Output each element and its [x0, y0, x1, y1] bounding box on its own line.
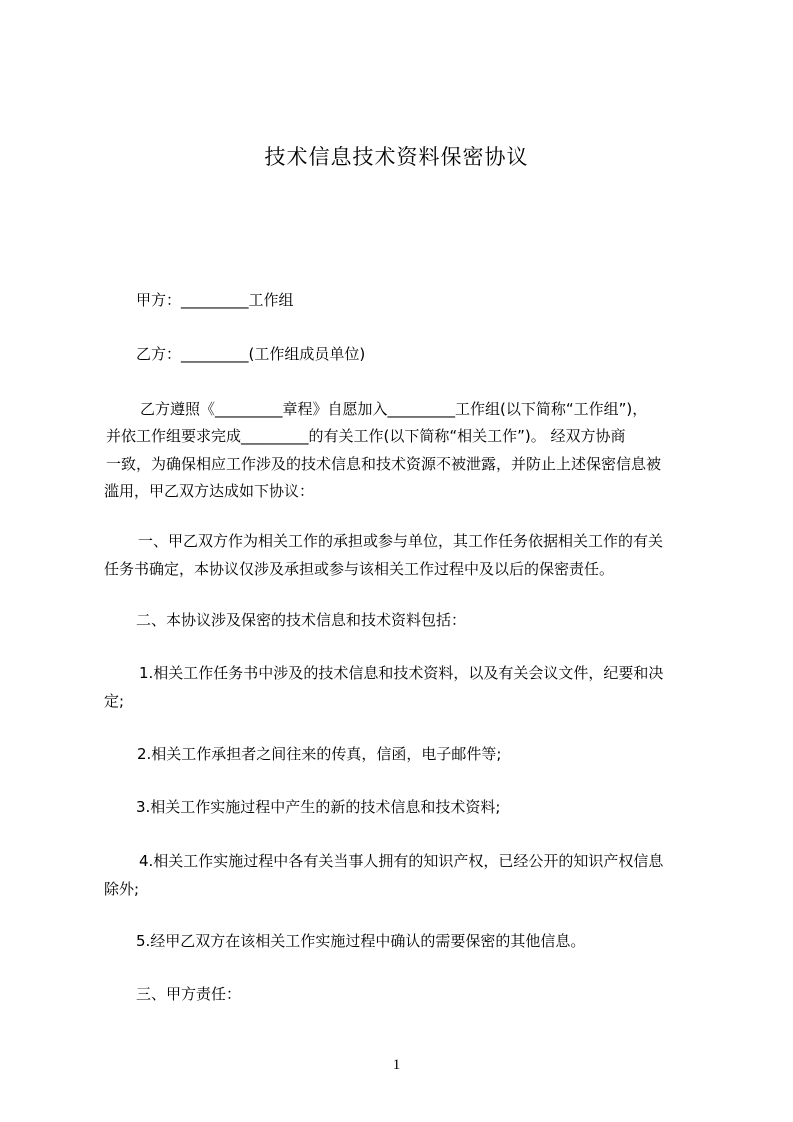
intro-line-3: 一致，为确保相应工作涉及的技术信息和技术资源不被泄露，并防止上述保密信息被: [106, 455, 662, 473]
item-1-line-2: 定;: [104, 692, 125, 710]
clause-1-line-2: 任务书确定，本协议仅涉及承担或参与该相关工作过程中及以后的保密责任。: [104, 560, 615, 578]
party-a-line: 甲方：_________工作组: [136, 291, 294, 309]
item-4-line-2: 除外;: [104, 880, 140, 898]
item-2: 2.相关工作承担者之间往来的传真，信函，电子邮件等;: [137, 745, 502, 763]
intro-line-2: 并依工作组要求完成_________的有关工作(以下简称“相关工作”)。 经双方协商: [106, 427, 626, 445]
clause-1-line-1: 一、甲乙双方作为相关工作的承担或参与单位，其工作任务依据相关工作的有关: [138, 532, 664, 550]
intro-line-4: 滥用，甲乙双方达成如下协议：: [104, 482, 315, 500]
intro-line-1: 乙方遵照《_________章程》自愿加入_________工作组(以下简称“工作组”)，: [140, 400, 648, 418]
clause-2-heading: 二、本协议涉及保密的技术信息和技术资料包括：: [136, 611, 467, 629]
page-number: 1: [392, 1057, 401, 1073]
document-title: 技术信息技术资料保密协议: [264, 145, 529, 169]
item-4-line-1: 4.相关工作实施过程中各有关当事人拥有的知识产权，已经公开的知识产权信息: [139, 852, 664, 870]
item-5: 5.经甲乙双方在该相关工作实施过程中确认的需要保密的其他信息。: [136, 932, 586, 950]
item-3: 3.相关工作实施过程中产生的新的技术信息和技术资料;: [136, 798, 501, 816]
clause-3-heading: 三、甲方责任：: [136, 985, 242, 1003]
item-1-line-1: 1.相关工作任务书中涉及的技术信息和技术资料，以及有关会议文件，纪要和决: [139, 664, 664, 682]
party-b-line: 乙方：_________(工作组成员单位): [136, 345, 366, 363]
